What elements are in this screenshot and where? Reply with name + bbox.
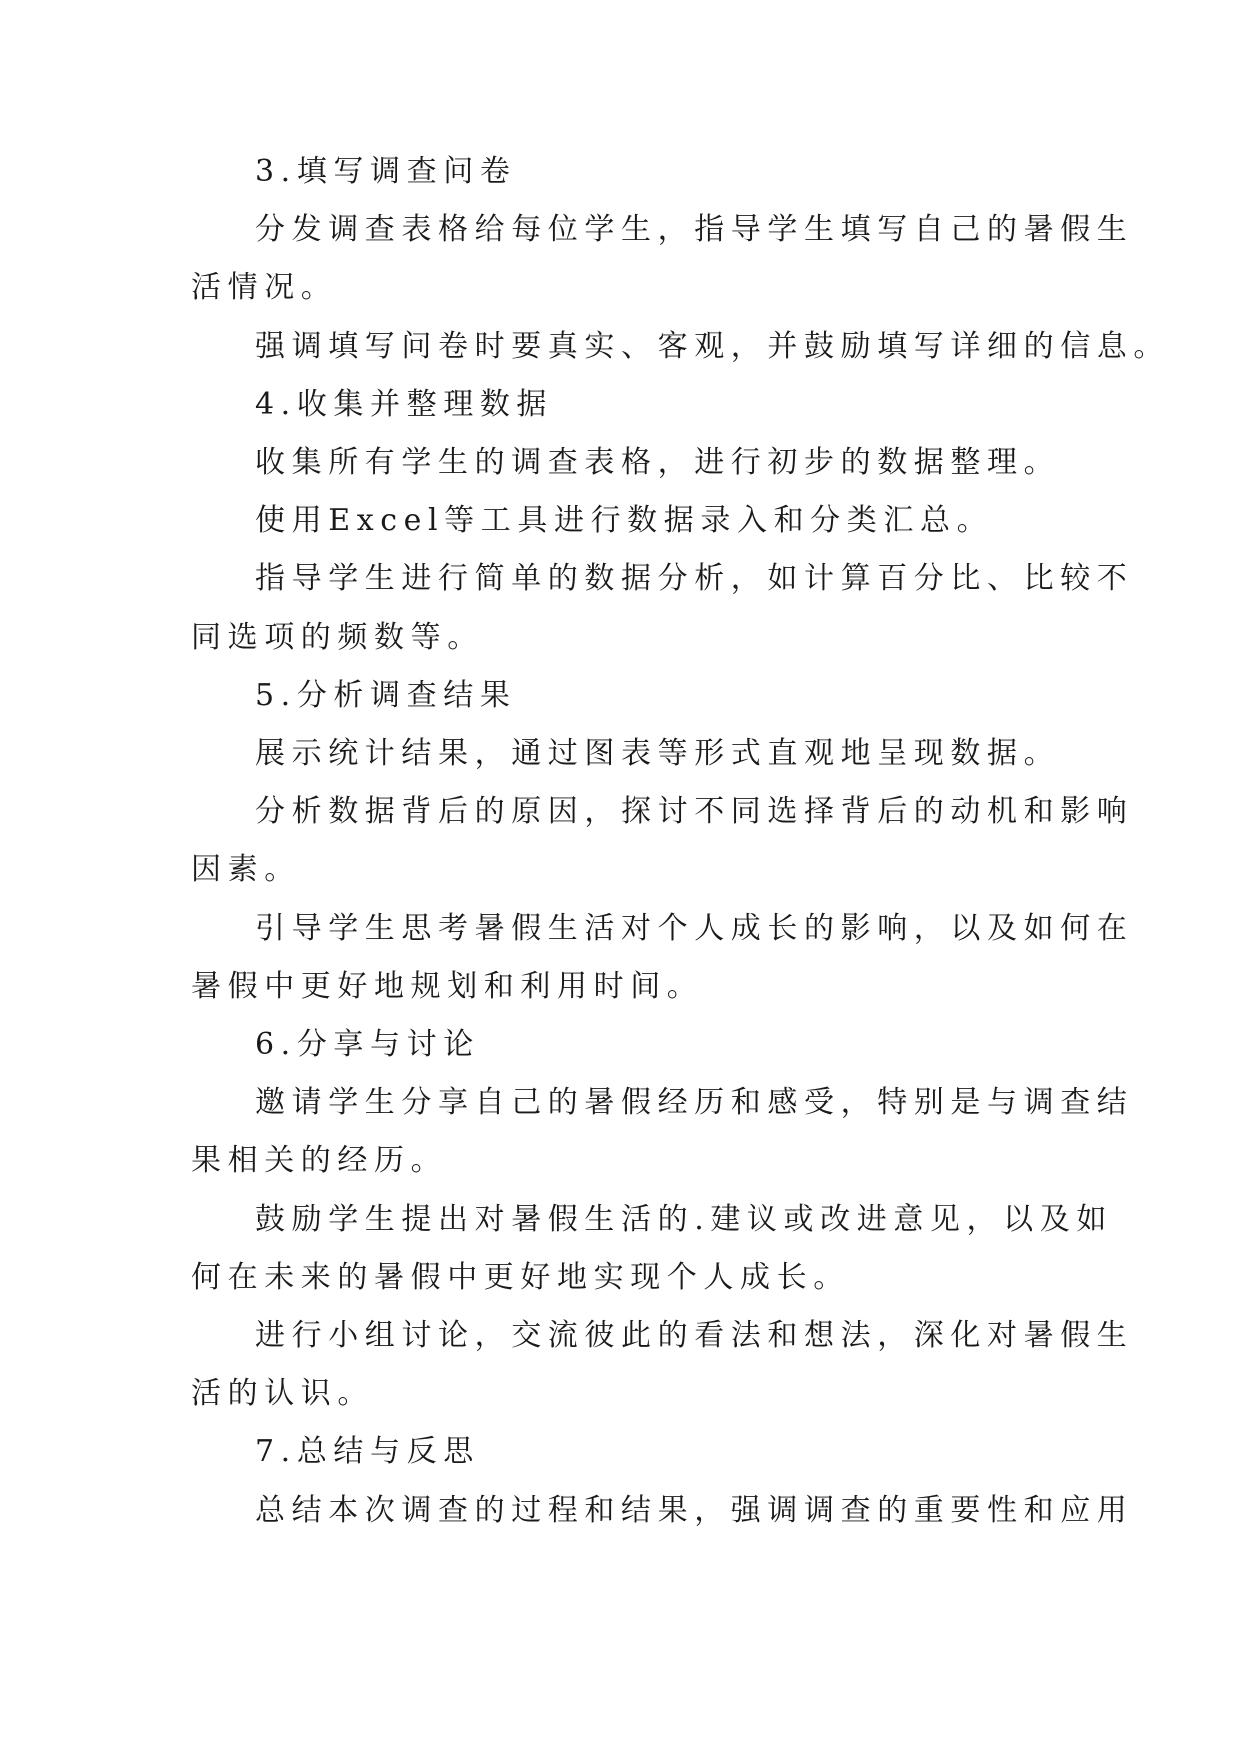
paragraph-line: 3.填写调查问卷: [255, 154, 517, 189]
paragraph-line: 指导学生进行简单的数据分析，如计算百分比、比较不: [255, 561, 1134, 597]
paragraph-line: 4.收集并整理数据: [255, 386, 554, 422]
paragraph-continuation-line: 何在未来的暑假中更好地实现个人成长。: [191, 1259, 850, 1295]
paragraph-continuation-line: 同选项的频数等。: [191, 619, 484, 655]
paragraph-line: 分析数据背后的原因，探讨不同选择背后的动机和影响: [255, 794, 1134, 830]
paragraph-line: 强调填写问卷时要真实、客观，并鼓励填写详细的信息。: [255, 328, 1170, 364]
paragraph-line: 分发调查表格给每位学生，指导学生填写自己的暑假生: [255, 212, 1134, 248]
paragraph-line: 6.分享与讨论: [255, 1027, 480, 1062]
paragraph-line: 引导学生思考暑假生活对个人成长的影响，以及如何在: [255, 910, 1134, 946]
paragraph-continuation-line: 因素。: [191, 852, 301, 888]
paragraph-continuation-line: 暑假中更好地规划和利用时间。: [191, 968, 704, 1004]
paragraph-continuation-line: 果相关的经历。: [191, 1143, 448, 1179]
paragraph-line: 总结本次调查的过程和结果，强调调查的重要性和应用: [255, 1492, 1134, 1528]
paragraph-line: 5.分析调查结果: [255, 677, 517, 713]
paragraph-line: 鼓励学生提出对暑假生活的.建议或改进意见，以及如: [255, 1201, 1113, 1237]
paragraph-line: 邀请学生分享自己的暑假经历和感受，特别是与调查结: [255, 1085, 1134, 1121]
paragraph-line: 展示统计结果，通过图表等形式直观地呈现数据。: [255, 736, 1061, 771]
paragraph-line: 7.总结与反思: [255, 1434, 480, 1470]
paragraph-line: 使用Excel等工具进行数据录入和分类汇总。: [255, 503, 994, 539]
paragraph-line: 收集所有学生的调查表格，进行初步的数据整理。: [255, 445, 1061, 480]
paragraph-continuation-line: 活情况。: [191, 270, 338, 306]
paragraph-continuation-line: 活的认识。: [191, 1376, 374, 1412]
paragraph-line: 进行小组讨论，交流彼此的看法和想法，深化对暑假生: [255, 1318, 1134, 1353]
